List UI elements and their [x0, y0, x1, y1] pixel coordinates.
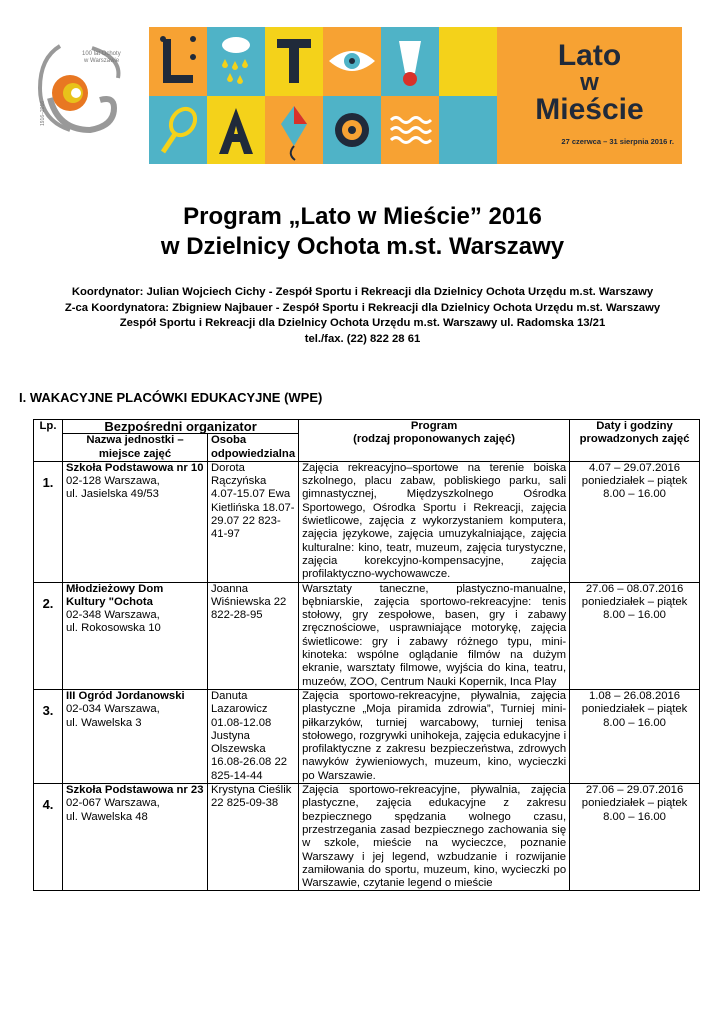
tile-eye-icon	[323, 27, 381, 96]
date-days: poniedziałek – piątek	[581, 703, 688, 716]
banner-title-line2: w	[580, 69, 599, 96]
date-hours: 8.00 – 16.00	[603, 609, 666, 622]
page-title-line1: Program „Lato w Mieście” 2016	[183, 203, 542, 230]
date-range: 27.06 – 29.07.2016	[585, 784, 684, 797]
unit-address-line2: ul. Rokosowska 10	[66, 622, 161, 635]
row-program: Zajęcia rekreacyjno–sportowe na terenie boiska szkolnego, placu zabaw, pobliskiego parku, sali gimnastycznej, Międzyszkolnego Ośrodka Sportowego, Ośrodka Sportu i Rekreacji, zajęcia świetlicowe, zajęcia z wykorzystaniem komputera, zajęcia językowe, zajęcia umuzykalniające, zajęcia kulturalne: kino, teatr, muzeum, zajęcia turystyczne, zajęcia korekcyjno-kompensacyjne, zajęcia profilaktyczno-wychowawcze.	[299, 461, 570, 582]
unit-name: Młodzieżowy Dom Kultury "Ochota	[66, 582, 164, 608]
banner-tiles	[149, 27, 497, 164]
unit-name: Szkoła Podstawowa nr 23	[66, 784, 204, 797]
row-unit	[63, 582, 208, 689]
row-program: Zajęcia sportowo-rekreacyjne, pływalnia, zajęcia plastyczne „Moja piramida zdrowia”, Turniej mini-piłkarzyków, turniej warcabowy, turniej tenisa stołowego, rozgrywki unihokeja, zajęcia edukacyjne i profilaktyczne z zakresu bezpieczeństwa, zdrowych nawyków żywieniowych, muzeum, kino, wycieczki po Warszawie.	[299, 689, 570, 783]
table-row	[34, 689, 700, 783]
row-person: Joanna Wiśniewska 22 822-28-95	[208, 582, 299, 689]
row-dates	[570, 582, 700, 689]
date-days: poniedziałek – piątek	[581, 797, 688, 810]
unit-address-line1: 02-067 Warszawa,	[66, 797, 160, 810]
tile-waves-icon	[381, 96, 439, 165]
tile-tennis-racket-icon	[149, 96, 207, 165]
tile-rain-cloud-icon	[207, 27, 265, 96]
info-address: Zespół Sportu i Rekreacji dla Dzielnicy Ochota Urzędu m.st. Warszawy ul. Radomska 13/21	[119, 317, 606, 329]
tile-blank	[439, 27, 497, 96]
row-dates	[570, 461, 700, 582]
table-row	[34, 461, 700, 582]
banner-title-panel	[497, 27, 682, 164]
coordinator-info	[0, 285, 725, 347]
unit-address-line2: ul. Jasielska 49/53	[66, 488, 159, 501]
table-row	[34, 784, 700, 891]
date-hours: 8.00 – 16.00	[603, 488, 666, 501]
row-person: Danuta Lazarowicz 01.08-12.08 Justyna Olszewska 16.08-26.08 22 825-14-44	[208, 689, 299, 783]
row-lp: 3.	[34, 689, 63, 783]
header-dates	[570, 420, 700, 462]
date-hours: 8.00 – 16.00	[603, 716, 666, 729]
banner-title-line1: Lato	[557, 39, 622, 72]
tile-letter-t	[265, 27, 323, 96]
unit-name: III Ogród Jordanowski	[66, 689, 185, 702]
row-person: Dorota Rączyńska 4.07-15.07 Ewa Kietlińska 18.07-29.07 22 823-41-97	[208, 461, 299, 582]
unit-address-line1: 02-348 Warszawa,	[66, 609, 160, 622]
header-dates-line1: Daty i godziny	[596, 420, 673, 432]
tile-letter-o	[323, 96, 381, 165]
date-range: 4.07 – 29.07.2016	[589, 461, 681, 474]
row-lp: 1.	[34, 461, 63, 582]
lato-w-miescie-banner	[149, 27, 682, 164]
date-range: 27.06 – 08.07.2016	[585, 582, 684, 595]
page-title-line2: w Dzielnicy Ochota m.st. Warszawy	[160, 233, 565, 260]
row-unit	[63, 689, 208, 783]
ochota-logo-icon	[30, 38, 130, 138]
banner-title-line3: Mieście	[535, 93, 644, 126]
row-unit	[63, 784, 208, 891]
date-days: poniedziałek – piątek	[581, 475, 688, 488]
unit-name: Szkoła Podstawowa nr 10	[66, 461, 204, 474]
page-title	[0, 202, 725, 262]
info-coordinator: Koordynator: Julian Wojciech Cichy - Zespół Sportu i Rekreacji dla Dzielnicy Ochota Urzędu m.st. Warszawy	[71, 286, 654, 298]
unit-address-line2: ul. Wawelska 48	[66, 810, 148, 823]
unit-address-line1: 02-034 Warszawa,	[66, 703, 160, 716]
ochota-100-logo	[30, 38, 130, 138]
header-person: Osoba odpowiedzialna	[208, 434, 299, 462]
wpe-table	[33, 419, 700, 891]
info-phone: tel./fax. (22) 822 28 61	[304, 332, 421, 345]
header-lp: Lp.	[34, 420, 63, 462]
header-dates-line2: prowadzonych zajęć	[579, 433, 690, 446]
logo-badge-line1: 100 lat Ochoty	[82, 51, 121, 57]
tile-blank-2	[439, 96, 497, 165]
row-dates	[570, 689, 700, 783]
row-person: Krystyna Cieślik 22 825-09-38	[208, 784, 299, 891]
date-days: poniedziałek – piątek	[581, 595, 688, 608]
section-heading: I. WAKACYJNE PLACÓWKI EDUKACYJNE (WPE)	[19, 390, 323, 405]
row-unit	[63, 461, 208, 582]
tile-letter-a	[207, 96, 265, 165]
tile-kite-icon	[265, 96, 323, 165]
date-hours: 8.00 – 16.00	[603, 810, 666, 823]
tile-shuttlecock-icon	[381, 27, 439, 96]
row-lp: 2.	[34, 582, 63, 689]
header-program	[299, 420, 570, 462]
header-program-line2: (rodzaj proponowanych zajęć)	[353, 433, 516, 446]
header-organizer: Bezpośredni organizator	[63, 420, 299, 434]
info-deputy-coordinator: Z-ca Koordynatora: Zbigniew Najbauer - Zespół Sportu i Rekreacji dla Dzielnicy Ochota Urzędu m.st. Warszawy	[64, 301, 661, 314]
unit-address-line2: ul. Wawelska 3	[66, 716, 142, 729]
unit-address-line1: 02-128 Warszawa,	[66, 475, 160, 488]
logo-badge-line2: w Warszawie	[84, 58, 120, 64]
banner-dates: 27 czerwca – 31 sierpnia 2016 r.	[561, 137, 674, 146]
row-program: Warsztaty taneczne, plastyczno-manualne, bębniarskie, zajęcia sportowo-rekreacyjne: tenis stołowy, gry zespołowe, basen, gry i zabawy zręcznościowe, usprawniające motorykę, zajęcia świetlicowe: gry i zabawy różnego typu, mini-kinoteka: wspólne oglądanie filmów na dużym ekranie, warsztaty filmowe, wyjścia do kina, teatru, muzeów, ZOO, Centrum Nauki Kopernik, Inca Play	[299, 582, 570, 689]
header-program-line1: Program	[410, 420, 458, 432]
banner-title	[497, 41, 682, 125]
row-lp: 4.	[34, 784, 63, 891]
logo-years: 1916–2016	[40, 100, 46, 126]
tile-letter-l	[149, 27, 207, 96]
row-dates	[570, 784, 700, 891]
header-unit: Nazwa jednostki – miejsce zajęć	[63, 434, 208, 462]
table-row	[34, 582, 700, 689]
date-range: 1.08 – 26.08.2016	[589, 689, 681, 702]
row-program: Zajęcia sportowo-rekreacyjne, pływalnia, zajęcia plastyczne, zajęcia edukacyjne z zakresu bezpiecznego spędzania wolnego czasu, przestrzegania zasad bezpiecznego zachowania się w szkole, mieście na wycieczce, poznanie Warszawy i jej legend, wzbudzanie i rozwijanie zamiłowania do sportu, muzeum, kino, wycieczki po Warszawie, czytanie legend o mieście	[299, 784, 570, 891]
